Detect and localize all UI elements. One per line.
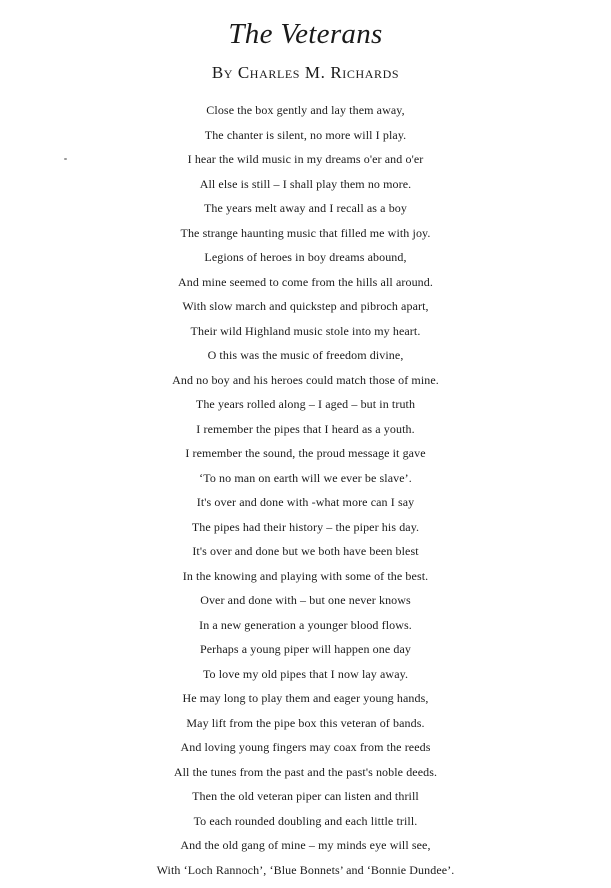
poem-line: I remember the pipes that I heard as a youth.	[196, 421, 415, 436]
poem-body	[0, 98, 611, 882]
poem-line: The strange haunting music that filled me with joy.	[180, 225, 431, 240]
poem-line: And the old gang of mine – my minds eye will see,	[180, 838, 431, 852]
poem-line: The years melt away and I recall as a boy	[203, 201, 407, 215]
poem-line: In the knowing and playing with some of the best.	[182, 568, 429, 583]
poem-title: The Veterans	[228, 18, 383, 50]
poem-line: And loving young fingers may coax from the reeds	[180, 740, 431, 754]
poem-line: With slow march and quickstep and pibroch apart,	[182, 299, 429, 313]
poem-line: Their wild Highland music stole into my heart.	[190, 323, 421, 338]
poem-line: Then the old veteran piper can listen and thrill	[192, 789, 419, 803]
poem-line: To love my old pipes that I now lay away.	[202, 666, 409, 681]
poem-line: I remember the sound, the proud message it gave	[185, 446, 426, 460]
poem-line: Over and done with – but one never knows	[200, 593, 411, 607]
poem-line: O this was the music of freedom divine,	[207, 348, 404, 362]
poem-line: The years rolled along – I aged – but in truth	[195, 397, 416, 411]
poem-line: And no boy and his heroes could match those of mine.	[172, 372, 439, 387]
poem-line: Perhaps a young piper will happen one day	[199, 642, 412, 656]
poem-line: Close the box gently and lay them away,	[206, 103, 405, 117]
poem-line: The pipes had their history – the piper his day.	[191, 519, 420, 534]
poem-line: All the tunes from the past and the past's noble deeds.	[173, 764, 438, 779]
poem-line: All else is still – I shall play them no more.	[199, 176, 412, 191]
poem-line: May lift from the pipe box this veteran of bands.	[186, 715, 425, 730]
poem-line: He may long to play them and eager young hands,	[182, 691, 429, 705]
scan-speck	[64, 158, 67, 160]
poem-line: In a new generation a younger blood flows.	[199, 617, 412, 632]
poem-line: The chanter is silent, no more will I play.	[204, 127, 407, 142]
poem-line: It's over and done but we both have been blest	[192, 544, 419, 558]
poem-line: To each rounded doubling and each little trill.	[193, 813, 418, 828]
poem-line: It's over and done with -what more can I say	[196, 495, 415, 509]
poem-byline: By Charles M. Richards	[211, 63, 400, 82]
poem-line: ‘To no man on earth will we ever be slave’.	[199, 470, 412, 485]
poem-line: I hear the wild music in my dreams o'er and o'er	[187, 152, 424, 166]
poem-line: And mine seemed to come from the hills all around.	[178, 274, 433, 289]
poem-line: With ‘Loch Rannoch’, ‘Blue Bonnets’ and ‘Bonnie Dundee’.	[156, 862, 455, 877]
poem-line: Legions of heroes in boy dreams abound,	[204, 250, 407, 264]
